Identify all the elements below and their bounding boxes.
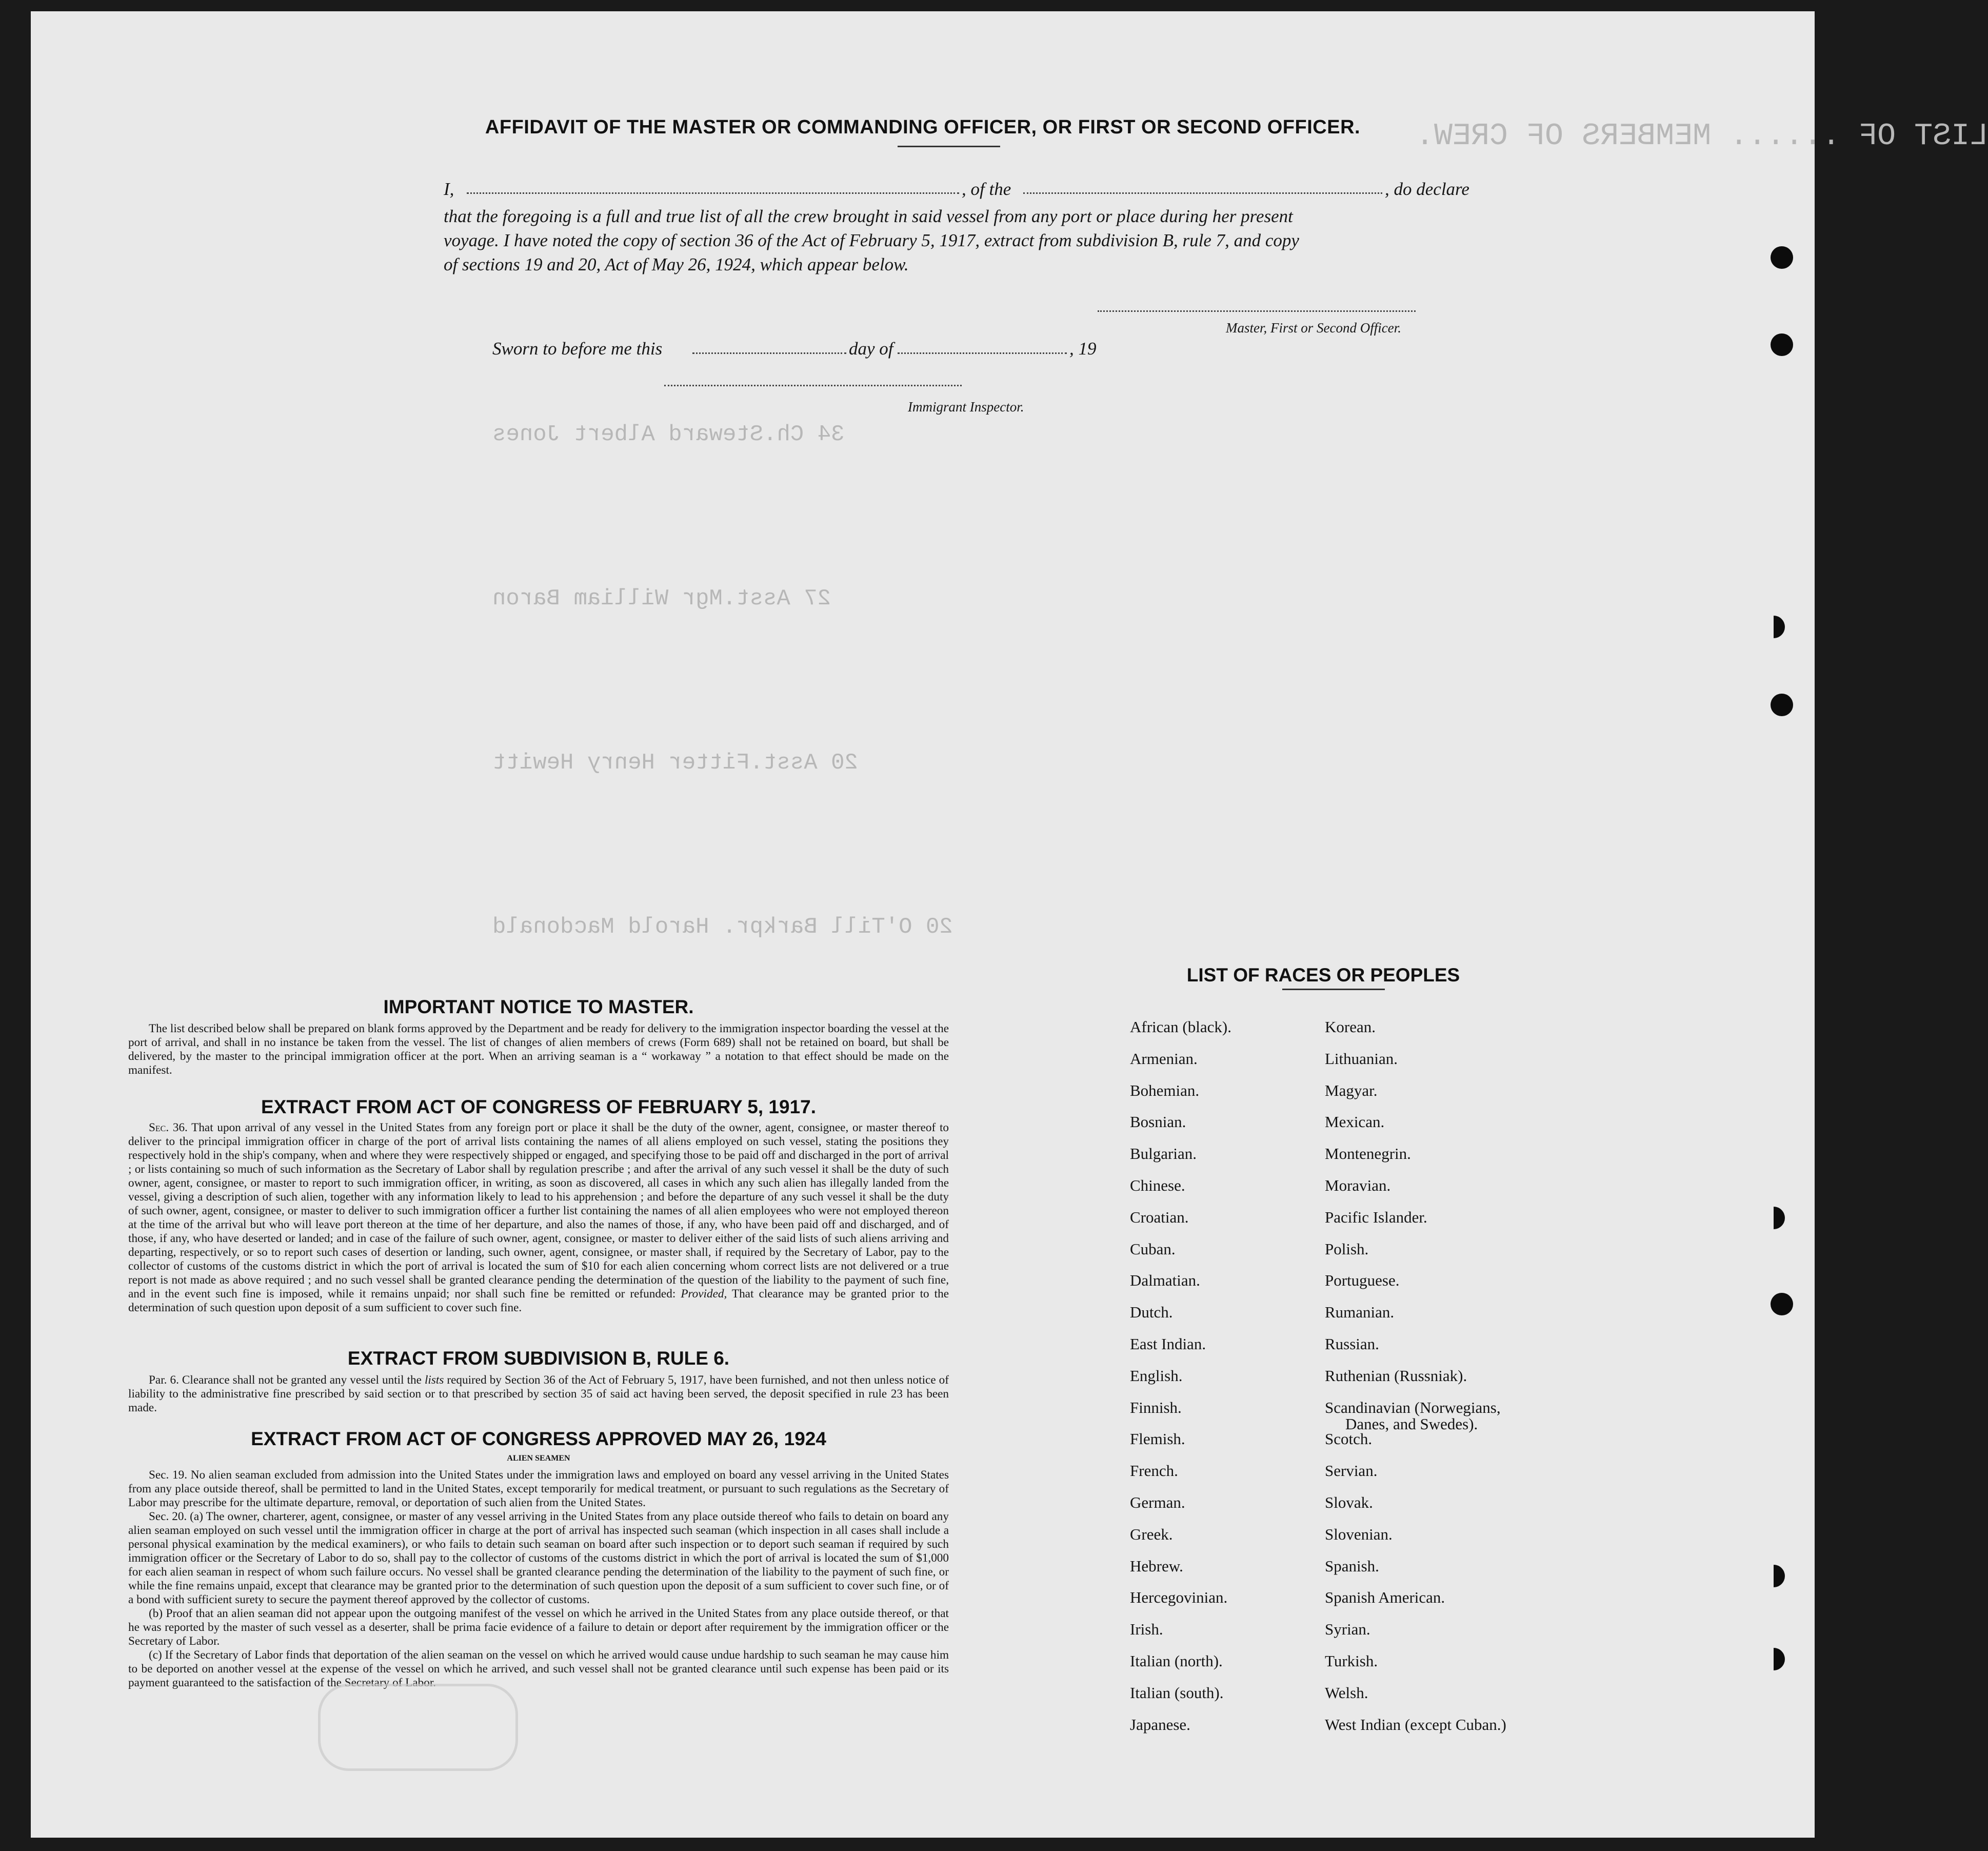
races-title-rule: [1282, 989, 1385, 990]
bleed-through-text: 27 Asst.Mgr William Baron: [492, 586, 831, 612]
race-item: Turkish.: [1325, 1652, 1378, 1670]
race-item: Hercegovinian.: [1130, 1588, 1228, 1607]
bleed-through-text: 34 Ch.Steward Albert Jones: [492, 422, 845, 447]
proviso-text: That clearance may be granted prior to the determination of such question upon deposit of a sum sufficient to cover such fine.: [128, 1287, 949, 1314]
subdivision-text: [128, 1373, 949, 1415]
race-item: Chinese.: [1130, 1176, 1185, 1194]
lists-word: lists: [424, 1373, 444, 1387]
race-item: Syrian.: [1325, 1620, 1370, 1639]
declarant-name-line[interactable]: [467, 192, 959, 194]
race-item: Ruthenian (Russniak).: [1325, 1366, 1467, 1385]
race-item: Bosnian.: [1130, 1113, 1186, 1131]
race-item: Rumanian.: [1325, 1303, 1395, 1322]
extract-1917-text: [128, 1121, 949, 1315]
race-item: Danes, and Swedes).: [1345, 1414, 1478, 1433]
race-item: West Indian (except Cuban.): [1325, 1715, 1506, 1734]
punch-hole: [1774, 1207, 1785, 1229]
declare-do-declare: , do declare: [1385, 179, 1469, 199]
inspector-label: Immigrant Inspector.: [908, 399, 1024, 415]
race-item: Moravian.: [1325, 1176, 1391, 1194]
sec-36-label: Sec. 36.: [149, 1121, 188, 1134]
race-item: English.: [1130, 1366, 1183, 1385]
affidavit-title: AFFIDAVIT OF THE MASTER OR COMMANDING OFFICER, OR FIRST OR SECOND OFFICER.: [485, 116, 1361, 138]
par-6-text-b: required by Section 36 of the Act of February 5, 1917, have been furnished, and not then unless notice of liability to the administrative fine prescribed by said section or to that prescribed by section 35 of said act having been served, the deposit specified in rule 23 has been made.: [128, 1373, 949, 1414]
notice-text: [128, 1022, 949, 1077]
race-item: German.: [1130, 1493, 1185, 1511]
bleed-through-text: 20 Asst.Fitter Henry Hewitt: [492, 750, 858, 776]
race-item: Irish.: [1130, 1620, 1163, 1639]
race-item: Dalmatian.: [1130, 1271, 1200, 1290]
sworn-day-line[interactable]: [692, 352, 846, 354]
race-item: Spanish American.: [1325, 1588, 1445, 1607]
race-item: Servian.: [1325, 1462, 1378, 1480]
race-item: Japanese.: [1130, 1715, 1190, 1734]
affidavit-text-line2: voyage. I have noted the copy of section 36 of the Act of February 5, 1917, extract from subdivision B, rule 7, and copy: [444, 230, 1299, 250]
sec-19-text: Sec. 19. No alien seaman excluded from admission into the United States under the immigration laws and employed on board any vessel arriving in the United States from any place outside thereof, shall be permitted to land in the United States, except temporarily for medical treatment, or pursuant to such regulations as the Secretary of Labor may prescribe for the ultimate departure, removal, or deportation of such alien from the United States.: [128, 1468, 949, 1509]
race-item: Welsh.: [1325, 1683, 1368, 1702]
signature-label: Master, First or Second Officer.: [1226, 320, 1401, 336]
extract-1924-text: [128, 1468, 949, 1690]
race-item: East Indian.: [1130, 1335, 1206, 1353]
race-item: Croatian.: [1130, 1208, 1189, 1226]
race-item: Portuguese.: [1325, 1271, 1400, 1290]
race-item: Spanish.: [1325, 1557, 1379, 1575]
proviso-label: Provided,: [681, 1287, 727, 1301]
race-item: Flemish.: [1130, 1430, 1185, 1448]
extract-1917-title: EXTRACT FROM ACT OF CONGRESS OF FEBRUARY 5, 1917.: [261, 1096, 817, 1117]
notice-title: IMPORTANT NOTICE TO MASTER.: [383, 996, 694, 1017]
subdivision-title: EXTRACT FROM SUBDIVISION B, RULE 6.: [347, 1348, 730, 1369]
race-item: Slovak.: [1325, 1493, 1373, 1511]
sec-20c-text: (c) If the Secretary of Labor finds that deportation of the alien seaman on the vessel on which he arrived would cause undue hardship to such seaman he may cause him to be deported on another vessel at the expense of the vessel on which he arrived, and such vessel shall not be granted clearance until such expense has been paid or its payment guaranteed to the satisfaction of the Secretary of Labor.: [128, 1648, 949, 1689]
form-page: [31, 11, 1988, 1838]
alien-seamen-subtitle: ALIEN SEAMEN: [507, 1454, 570, 1463]
race-item: Scotch.: [1325, 1430, 1373, 1448]
race-item: French.: [1130, 1462, 1178, 1480]
inspector-signature-line[interactable]: [664, 385, 962, 386]
sworn-text: Sworn to before me this: [492, 339, 663, 359]
race-item: Finnish.: [1130, 1398, 1182, 1416]
sec-36-text: That upon arrival of any vessel in the United States from any foreign port or place it shall be the duty of the owner, agent, consignee, or master thereof to deliver to the principal immigration officer in charge of the port of arrival lists containing the names of all aliens employed on such vessel, stating the positions they respectively hold in the ship's company, when and where they were respectively shipped or engaged, and specifying those to be paid off and discharged in the port of arrival ; or lists containing so much of such information as the Secretary of Labor shall by regulation prescribe ; and after the arrival of any such vessel it shall be the duty of such owner, agent, consignee, or master to report to such immigration officer, in writing, as soon as discovered, all cases in which any such alien has illegally landed from the vessel, giving a description of such alien, together with any information likely to lead to his apprehension ; and before the departure of any such vessel it shall be the duty of such owner, agent, consignee, or master to deliver to such immigration officer a further list containing the names of all alien employees who were not employed thereon at the time of the arrival but who will leave port thereon at the time of her departure, and also the names of those, if any, who have been paid off and discharged, and of those, if any, who have deserted or landed; and in case of the failure of such owner, agent, consignee, or master to deliver either of the said lists of such aliens arriving and departing, respectively, or so to report such cases of desertion or landing, such owner, agent, consignee, or master shall, if required by the Secretary of Labor, pay to the collector of customs of the customs district in which the port of arrival is located the sum of $10 for each alien concerning whom correct lists are not delivered or a true report is not made as above required ; and no such vessel shall be granted clearance pending the determination of the question of the liability to the payment of such fine, and in the event such fine is imposed, while it remains unpaid; nor shall such fine be remitted or refunded:: [128, 1121, 949, 1301]
par-6-text-a: Par. 6. Clearance shall not be granted any vessel until the: [149, 1373, 422, 1387]
race-item: Dutch.: [1130, 1303, 1173, 1322]
race-item: Bulgarian.: [1130, 1145, 1197, 1163]
sec-20a-text: Sec. 20. (a) The owner, charterer, agent, consignee, or master of any vessel arriving in the United States from any place outside thereof who fails to detain on board any alien seaman employed on such vessel until the immigration officer in charge at the port of arrival has inspected such seaman (which inspection in all cases shall include a personal physical examination by the medical examiners), or who fails to detain such seaman on board after such inspection or to deport such seaman if required by such immigration officer or the Secretary of Labor to do so, shall pay to the collector of customs of the customs district in which the port of arrival is located the sum of $1,000 for each alien seaman in respect of whom such failure occurs. No vessel shall be granted clearance pending the determination of the liability to the payment of such fine, or while the fine remains unpaid, except that clearance may be granted prior to the determination of such question upon the deposit of a sum sufficient to cover such fine, or of a bond with sufficient surety to secure the payment thereof approved by the collector of customs.: [128, 1510, 949, 1606]
extract-1924-title: EXTRACT FROM ACT OF CONGRESS APPROVED MAY 26, 1924: [251, 1428, 826, 1449]
race-item: Pacific Islander.: [1325, 1208, 1427, 1226]
race-item: Scandinavian (Norwegians,: [1325, 1398, 1501, 1416]
signature-line[interactable]: [1098, 310, 1416, 312]
race-item: Polish.: [1325, 1239, 1369, 1258]
race-item: Magyar.: [1325, 1081, 1378, 1099]
race-item: Armenian.: [1130, 1049, 1198, 1068]
affidavit-text-line3: of sections 19 and 20, Act of May 26, 1924, which appear below.: [444, 254, 909, 274]
sworn-year: , 19: [1069, 339, 1097, 359]
race-item: Korean.: [1325, 1018, 1376, 1036]
punch-hole: [1771, 246, 1793, 269]
sworn-month-line[interactable]: [898, 352, 1067, 354]
race-item: Hebrew.: [1130, 1557, 1183, 1575]
race-item: Italian (north).: [1130, 1652, 1223, 1670]
vessel-name-line[interactable]: [1023, 192, 1382, 194]
declare-i: I,: [444, 179, 454, 199]
race-item: Greek.: [1130, 1525, 1173, 1543]
race-item: Italian (south).: [1130, 1683, 1224, 1702]
sworn-day-of: day of: [849, 339, 893, 359]
title-rule: [898, 146, 1000, 147]
declare-of-the: , of the: [962, 179, 1011, 199]
race-item: African (black).: [1130, 1018, 1231, 1036]
race-item: Montenegrin.: [1325, 1145, 1411, 1163]
race-item: Russian.: [1325, 1335, 1379, 1353]
punch-hole: [1774, 1648, 1785, 1670]
affidavit-text-line1: that the foregoing is a full and true list of all the crew brought in said vessel from any port or place during her present: [444, 206, 1293, 226]
punch-hole: [1774, 616, 1785, 638]
punch-hole: [1771, 1293, 1793, 1315]
race-item: Cuban.: [1130, 1239, 1176, 1258]
punch-hole: [1771, 333, 1793, 356]
race-item: Lithuanian.: [1325, 1049, 1398, 1068]
punch-hole: [1771, 694, 1793, 716]
race-item: Bohemian.: [1130, 1081, 1200, 1099]
notice-paragraph: The list described below shall be prepared on blank forms approved by the Department and be ready for delivery to the immigration inspector boarding the vessel at the port of arrival, and shall in no instance be taken from the vessel. The list of changes of alien members of crews (Form 689) shall not be retained on board, but shall be delivered, by the master to the principal immigration officer at the port. When an arriving seaman is a “ workaway ” a notation to that effect should be made on the manifest.: [128, 1022, 949, 1077]
sec-20b-text: (b) Proof that an alien seaman did not appear upon the outgoing manifest of the vessel on which he arrived in the United States from any place outside thereof, or that he was reported by the master of such vessel as a deserter, shall be prima facie evidence of a failure to detain or deport after requirement by the immigration officer or the Secretary of Labor.: [128, 1607, 949, 1648]
race-item: Mexican.: [1325, 1113, 1385, 1131]
faint-stamp-mark: [318, 1684, 518, 1771]
races-title: LIST OF RACES OR PEOPLES: [1186, 964, 1460, 986]
bleed-through-text: LIST OF ...... MEMBERS OF CREW.: [1416, 119, 1988, 154]
race-item: Slovenian.: [1325, 1525, 1393, 1543]
bleed-through-text: 20 O'Till Barkpr. Harold Macdonald: [492, 914, 953, 940]
punch-hole: [1774, 1565, 1785, 1587]
